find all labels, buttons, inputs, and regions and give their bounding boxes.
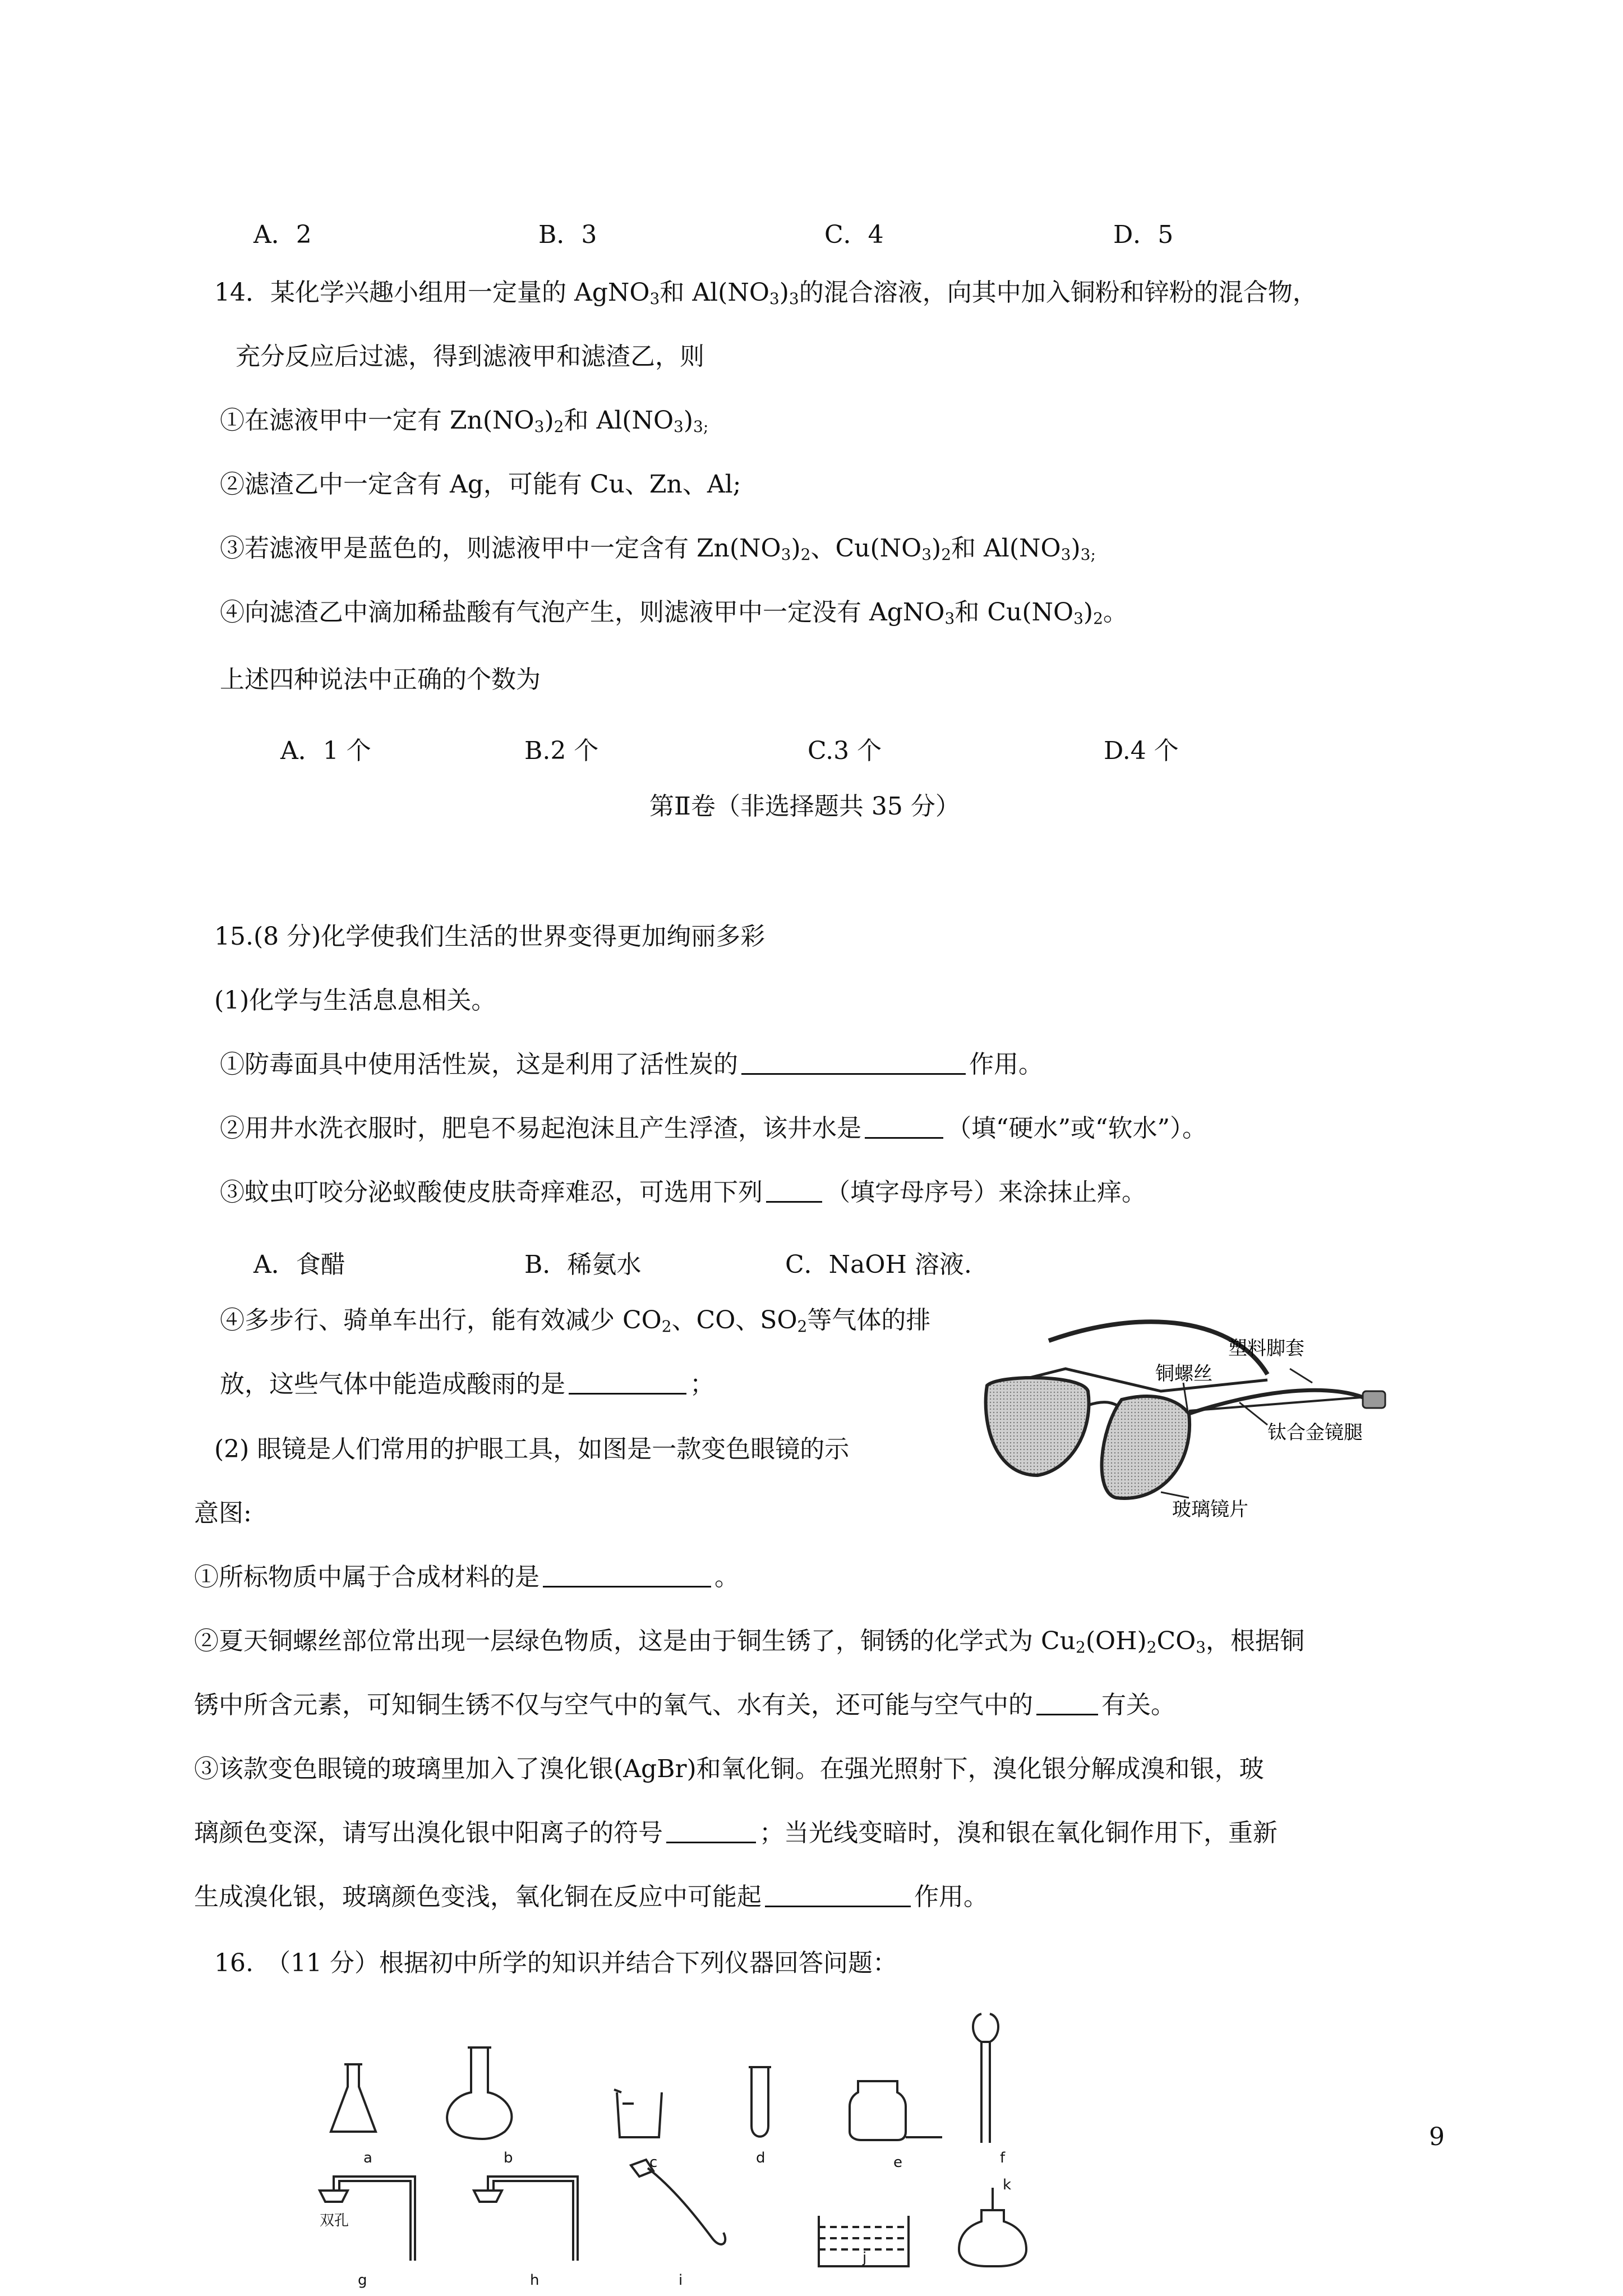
apparatus-label-k: k [1003, 2177, 1012, 2193]
q14-statement-3: ③若滤液甲是蓝色的，则滤液甲中一定含有 $Zn(NO_3)_2$、$Cu(NO_3)_2$和 $Al(NO_3)_{3;}$ [220, 534, 1096, 564]
answer-blank[interactable] [766, 1181, 822, 1203]
stopper-label: 双孔 [320, 2212, 349, 2229]
apparatus-label-h: h [530, 2272, 540, 2289]
answer-blank[interactable] [765, 1885, 911, 1907]
section-title: 第Ⅱ卷（非选择题共 35 分） [649, 792, 960, 821]
q14-stem: 14．某化学兴趣小组用一定量的 AgNO$_3$和 $Al(NO_3)_3$的混合溶液，向其中加入铜粉和锌粉的混合物， [214, 278, 1317, 308]
q13-option-a: A．2 [253, 220, 312, 249]
q14-statement-2: ②滤渣乙中一定含有 Ag，可能有 Cu、Zn、Al; [220, 470, 741, 499]
label-titanium-temple: 钛合金镜腿 [1267, 1421, 1363, 1444]
q15-j1: ①所标物质中属于合成材料的是 。 [194, 1563, 739, 1591]
apparatus-label-i: i [679, 2272, 683, 2289]
apparatus-figure [303, 2003, 1088, 2294]
q15-item-4-line2: 放，这些气体中能造成酸雨的是 ； [220, 1370, 714, 1398]
q15-item-1: ①防毒面具中使用活性炭，这是利用了活性炭的 作用。 [220, 1050, 1043, 1079]
apparatus-label-g: g [358, 2272, 367, 2289]
q15-item-4: ④多步行、骑单车出行，能有效减少 $CO_2$、CO、$SO_2$等气体的排 [220, 1306, 931, 1336]
q15-j2: ②夏天铜螺丝部位常出现一层绿色物质，这是由于铜生锈了，铜锈的化学式为 $Cu_2(OH)_2CO_3$，根据铜 [194, 1627, 1305, 1657]
glasses-figure [976, 1307, 1413, 1531]
label-copper-screw: 铜螺丝 [1155, 1363, 1212, 1385]
q15-item-3: ③蚊虫叮咬分泌蚁酸使皮肤奇痒难忍，可选用下列 （填字母序号）来涂抹止痒。 [220, 1178, 1146, 1207]
q15-j3-line3: 生成溴化银，玻璃颜色变浅，氧化铜在反应中可能起 作用。 [194, 1883, 988, 1911]
apparatus-label-a: a [363, 2150, 372, 2166]
q15-part2: (2) 眼镜是人们常用的护眼工具，如图是一款变色眼镜的示 [214, 1435, 850, 1464]
q14-stem-line2: 充分反应后过滤，得到滤液甲和滤渣乙，则 [236, 342, 704, 371]
q15-option-a: A．食醋 [253, 1250, 345, 1279]
q13-option-b: B．3 [538, 220, 597, 249]
q15-part2-line2: 意图: [194, 1499, 252, 1527]
label-plastic-foot: 塑料脚套 [1228, 1337, 1304, 1360]
answer-blank[interactable] [741, 1053, 966, 1075]
label-glass-lens: 玻璃镜片 [1172, 1498, 1248, 1521]
answer-blank[interactable] [865, 1117, 943, 1139]
q15-j3-line2: 璃颜色变深，请写出溴化银中阳离子的符号 ；当光线变暗时，溴和银在氧化铜作用下，重新 [194, 1819, 1278, 1847]
q13-option-d: D．5 [1113, 220, 1174, 249]
q15-option-c: C．NaOH 溶液. [785, 1250, 972, 1279]
answer-blank[interactable] [1036, 1694, 1098, 1715]
apparatus-label-c: c [649, 2154, 658, 2171]
answer-blank[interactable] [666, 1821, 756, 1843]
apparatus-label-b: b [504, 2150, 513, 2166]
answer-blank[interactable] [569, 1373, 686, 1395]
q13-option-c: C．4 [824, 220, 884, 249]
answer-blank[interactable] [543, 1566, 711, 1588]
q14-statement-1: ①在滤液甲中一定有 $Zn(NO_3)_2$和 $Al(NO_3)_{3;}$ [220, 406, 709, 436]
q15-item-2: ②用井水洗衣服时，肥皂不易起泡沫且产生浮渣，该井水是 （填“硬水”或“软水”）。 [220, 1114, 1207, 1143]
q15-option-b: B．稀氨水 [524, 1250, 642, 1279]
q15-j3: ③该款变色眼镜的玻璃里加入了溴化银(AgBr)和氧化铜。在强光照射下，溴化银分解成溴和银，玻 [194, 1755, 1264, 1783]
apparatus-label-e: e [893, 2154, 902, 2171]
q14-option-b: B.2 个 [524, 737, 599, 765]
q14-prompt: 上述四种说法中正确的个数为 [220, 665, 541, 694]
q14-statement-4: ④向滤渣乙中滴加稀盐酸有气泡产生，则滤液甲中一定没有 AgNO$_3$和 $Cu(NO_3)_2$。 [220, 598, 1128, 628]
apparatus-label-j: j [863, 2249, 867, 2266]
q15-part1: (1)化学与生活息息相关。 [214, 986, 496, 1015]
page-number: 9 [1429, 2123, 1445, 2151]
q14-option-a: A．1 个 [280, 737, 371, 765]
apparatus-label-f: f [1000, 2150, 1006, 2166]
q15-title: 15.(8 分)化学使我们生活的世界变得更加绚丽多彩 [214, 922, 766, 951]
q15-j2-line2: 锈中所含元素，可知铜生锈不仅与空气中的氧气、水有关，还可能与空气中的 有关。 [194, 1691, 1175, 1719]
q14-option-d: D.4 个 [1104, 737, 1179, 765]
q14-option-c: C.3 个 [808, 737, 882, 765]
apparatus-label-d: d [756, 2150, 766, 2166]
q16-title: 16. （11 分）根据初中所学的知识并结合下列仪器回答问题： [214, 1949, 897, 1977]
